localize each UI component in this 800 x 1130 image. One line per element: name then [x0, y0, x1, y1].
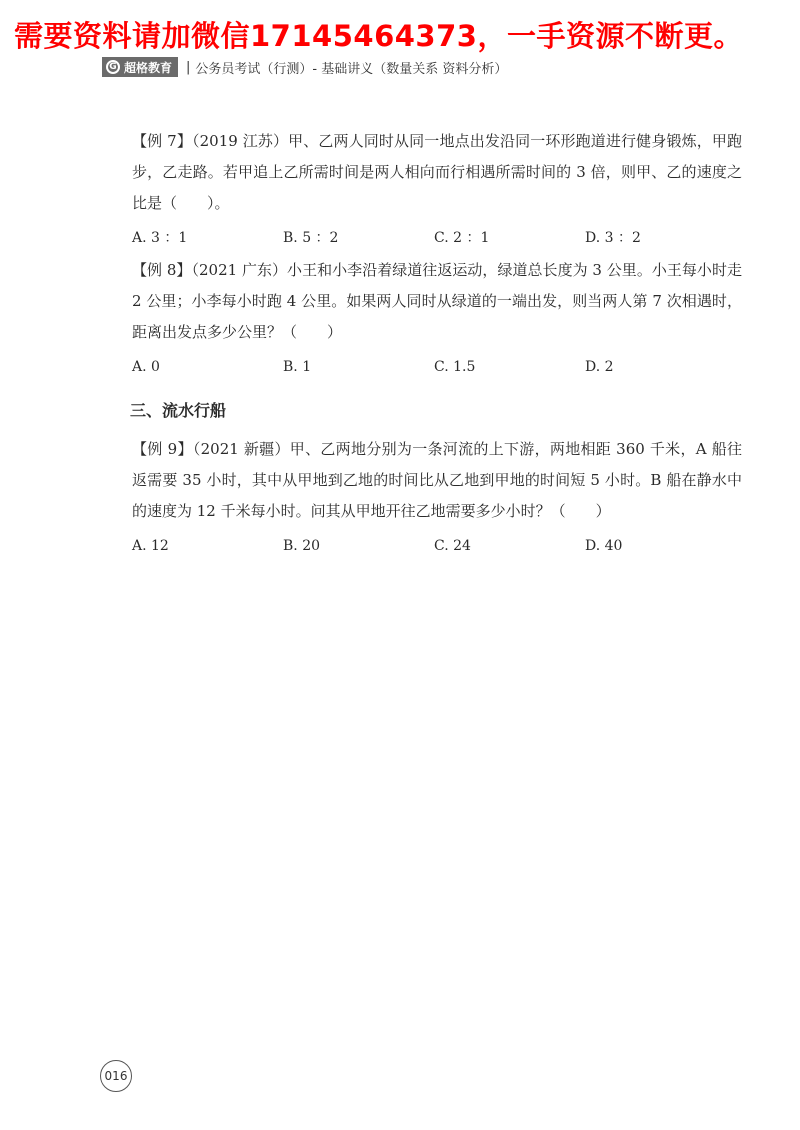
- example-9-options: [132, 533, 742, 559]
- option-b: B. 1: [283, 359, 312, 375]
- option-d: D. 3 ：2: [585, 230, 641, 246]
- example-8-options: [132, 354, 742, 380]
- example-9-question: 【例 9】（2021 新疆）甲、乙两地分别为一条河流的上下游，两地相距 360 千米，A 船往返需要 35 小时，其中从甲地到乙地的时间比从乙地到甲地的时间短 5 小时。B 船在静水中的速度为 12 千米每小时。问其从甲地开往乙地需要多少小时？（ ）: [132, 440, 742, 520]
- option-a: A. 3 ：1: [132, 230, 188, 246]
- option-d: D. 2: [585, 359, 614, 375]
- publisher-logo: [102, 57, 178, 77]
- page-number: 016: [100, 1060, 132, 1092]
- logo-g-icon: G: [106, 60, 120, 74]
- option-c: C. 24: [434, 538, 471, 554]
- option-a: A. 12: [132, 538, 169, 554]
- option-b: B. 5 ：2: [283, 230, 339, 246]
- page-content: [132, 126, 742, 563]
- option-a: A. 0: [132, 359, 160, 375]
- option-c: C. 2 ：1: [434, 230, 490, 246]
- watermark-banner: 需要资料请加微信17145464373，一手资源不断更。: [14, 19, 743, 53]
- section-title: 三、流水行船: [130, 401, 227, 420]
- option-c: C. 1.5: [434, 359, 476, 375]
- example-7-question: 【例 7】（2019 江苏）甲、乙两人同时从同一地点出发沿同一环形跑道进行健身锻炼，甲跑步，乙走路。若甲追上乙所需时间是两人相向而行相遇所需时间的 3 倍，则甲、乙的速度之比是（ ）。: [132, 132, 742, 212]
- option-d: D. 40: [585, 538, 623, 554]
- example-8-question: 【例 8】（2021 广东）小王和小李沿着绿道往返运动，绿道总长度为 3 公里。小王每小时走 2 公里；小李每小时跑 4 公里。如果两人同时从绿道的一端出发，则当两人第 7 次相遇时，距离出发点多少公里？（ ）: [132, 261, 742, 341]
- header-separator: |: [186, 59, 191, 75]
- page-header: [102, 56, 507, 78]
- header-title: 公务员考试（行测）- 基础讲义（数量关系 资料分析）: [195, 61, 508, 77]
- example-7-options: [132, 225, 742, 251]
- logo-text: 超格教育: [124, 60, 173, 75]
- option-b: B. 20: [283, 538, 321, 554]
